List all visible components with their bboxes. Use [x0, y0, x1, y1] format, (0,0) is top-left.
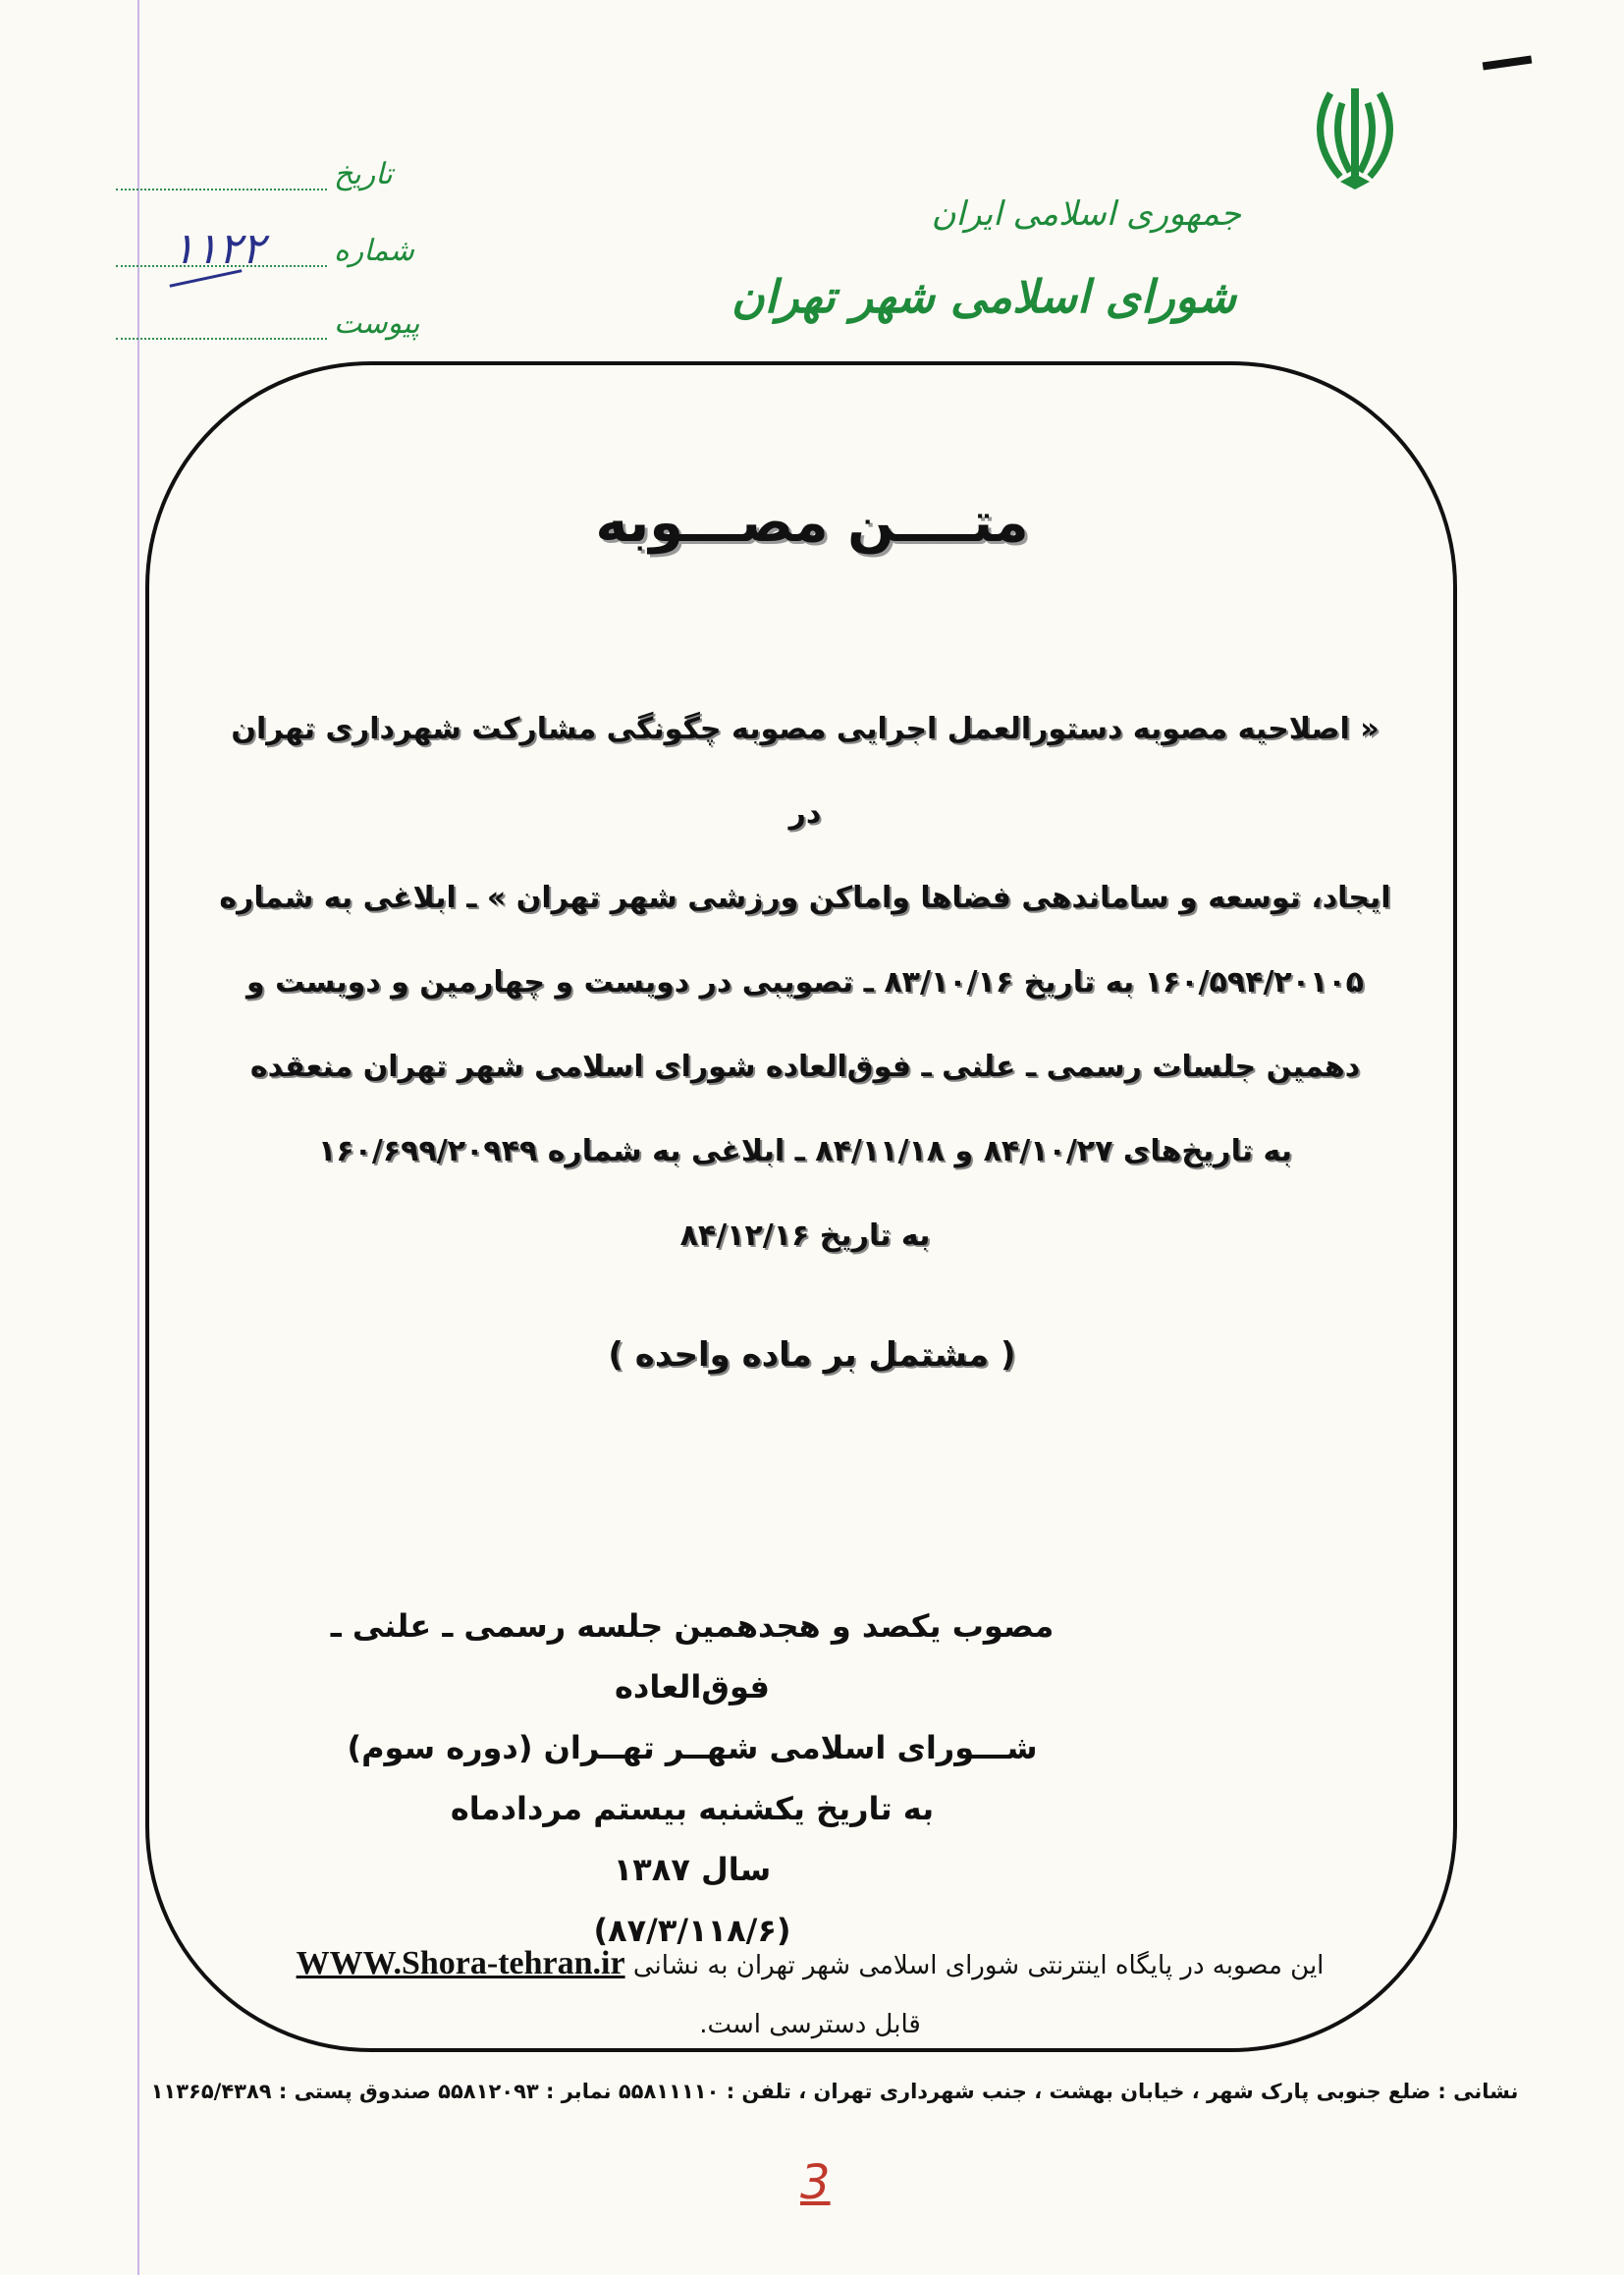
resolution-paragraph — [216, 687, 1394, 1278]
approval-block — [324, 1596, 1060, 1961]
paragraph-line: « اصلاحیه مصوبه دستورالعمل اجرایی مصوبه چگونگی مشارکت شهرداری تهران در — [231, 712, 1380, 831]
document-title: متــــن مصـــوبه — [595, 491, 1029, 555]
council-name: شورای اسلامی شهر تهران — [731, 270, 1236, 323]
attachment-field — [116, 338, 327, 340]
approval-line: به تاریخ یکشنبه بیستم مردادماه — [450, 1790, 935, 1827]
approval-line: سال ۱۳۸۷ — [613, 1851, 772, 1888]
scan-mark — [1483, 56, 1533, 71]
date-label: تاریخ — [334, 157, 393, 191]
paragraph-line: دهمین جلسات رسمی ـ علنی ـ فوق‌العاده شورای اسلامی شهر تهران منعقده — [249, 1050, 1361, 1084]
paragraph-line: به تاریخ‌های ۸۴/۱۰/۲۷ و ۸۴/۱۱/۱۸ ـ ابلاغی به شماره ۱۶۰/۶۹۹/۲۰۹۴۹ — [317, 1134, 1292, 1168]
iran-emblem-icon — [1301, 83, 1409, 196]
approval-line: مصوب یکصد و هجدهمین جلسه رسمی ـ علنی ـ فوق‌العاده — [330, 1607, 1055, 1706]
margin-line — [137, 0, 139, 2275]
approval-line: (۸۷/۳/۱۱۸/۶) — [593, 1912, 791, 1949]
website-prefix: این مصوبه در پایگاه اینترنتی شورای اسلامی شهر تهران به نشانی — [632, 1951, 1325, 1980]
paragraph-line: به تاریخ ۸۴/۱۲/۱۶ — [679, 1219, 931, 1253]
paragraph-line: ایجاد، توسعه و ساماندهی فضاها واماکن ورزشی شهر تهران » ـ ابلاغی به شماره — [219, 881, 1391, 915]
paragraph-line: ۱۶۰/۵۹۴/۲۰۱۰۵ به تاریخ ۸۳/۱۰/۱۶ ـ تصویبی در دویست و چهارمین و دویست و — [246, 965, 1364, 1000]
number-handwritten: ۱۱۲۲ — [172, 224, 265, 274]
footer-address: نشانی : ضلع جنوبی پارک شهر ، خیابان بهشت ، جنب شهرداری تهران ، تلفن : ۵۵۸۱۱۱۱۰ نمابر : ۵۵۸۱۲۰۹۳ صندوق پستی : ۱۱۳۶۵/۴۳۸۹ — [150, 2080, 1519, 2103]
attachment-label: پیوست — [334, 306, 420, 341]
date-field — [116, 189, 327, 190]
website-link[interactable]: WWW.Shora-tehran.ir — [296, 1945, 625, 1981]
approval-line: شـــورای اسلامی شهــر تهــران (دوره سوم) — [347, 1729, 1038, 1766]
website-suffix: قابل دسترسی است. — [699, 2010, 921, 2039]
website-notice — [245, 1934, 1375, 2054]
number-label: شماره — [334, 234, 414, 268]
document-subtitle: ( مشتمل بر ماده واحده ) — [608, 1335, 1016, 1375]
country-name: جمهوری اسلامی ایران — [931, 194, 1241, 234]
page-number: 3 — [800, 2155, 831, 2210]
